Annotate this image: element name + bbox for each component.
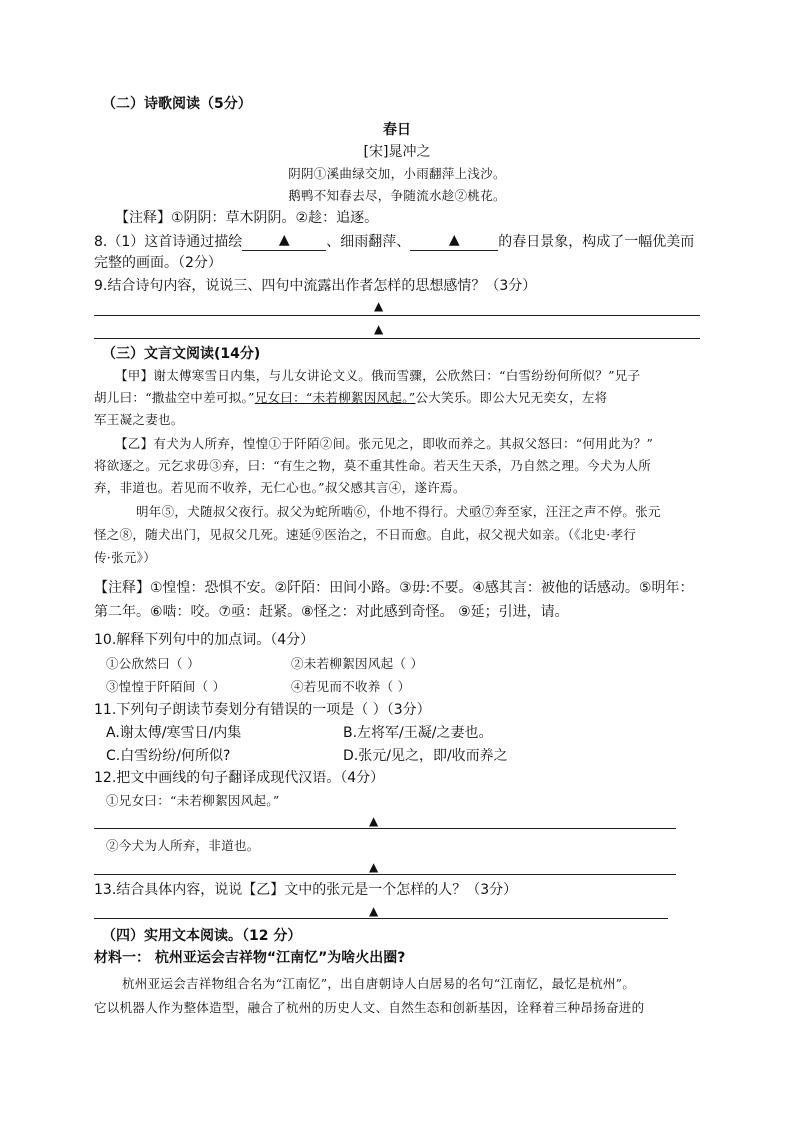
jia-text-a: 胡儿曰：“撒盐空中差可拟。”: [94, 390, 255, 405]
answer-line[interactable]: [94, 918, 668, 919]
answer-line[interactable]: [94, 874, 676, 875]
passage-yi-line-2: 将欲逐之。元乞求毋③弃，曰：“有生之物，莫不重其性命。若天生天杀，乃自然之理。今犬为人所: [94, 458, 652, 473]
question-8-line-1: [94, 232, 694, 253]
poem-line-1: 阴阴①溪曲绿交加，小雨翻萍上浅沙。: [288, 166, 506, 181]
question-12: 12.把文中画线的句子翻译成现代汉语。（4分）: [94, 770, 385, 786]
passage-jia-line-3: 军王凝之妻也。: [94, 412, 184, 427]
q10-item-1: ①公欣然曰（ ）: [106, 656, 200, 671]
answer-marker: ▲: [369, 814, 379, 828]
q8-text-c: 的春日景象，构成了一幅优美而: [498, 234, 695, 250]
poem-title: 春日: [383, 122, 411, 138]
practical-section-heading: （四）实用文本阅读。（12 分）: [102, 928, 302, 944]
answer-marker: ▲: [374, 299, 384, 313]
poetry-section-heading: （二）诗歌阅读（5分）: [102, 96, 252, 112]
answer-marker: ▲: [369, 860, 379, 874]
q10-item-4: ④若见而不收养（ ）: [291, 679, 411, 694]
passage-yi-line-1: 【乙】有犬为人所弃，惶惶①于阡陌②间。张元见之，即收而养之。其叔父怒曰：“何用此为？”: [115, 436, 654, 451]
question-8-line-2: 完整的画面。（2分）: [94, 255, 222, 271]
material-1-line-1: 杭州亚运会吉祥物组合名为“江南忆”，出自唐朝诗人白居易的名句“江南忆，最忆是杭州”。: [122, 976, 636, 991]
q8-text-a: 8.（1）这首诗通过描绘: [94, 234, 243, 250]
q12-sentence-1: ①兄女曰：“未若柳絮因风起。”: [106, 793, 280, 808]
passage-yi-line-5: 怪之⑧，随犬出门，见叔父几死。速延⑨医治之，不日而愈。自此，叔父视犬如亲。（《北史·孝行: [94, 527, 637, 542]
q8-blank-1[interactable]: [242, 230, 326, 251]
passage-yi-line-6: 传·张元》）: [94, 550, 157, 565]
underlined-sentence-1: 兄女曰：“未若柳絮因风起。”: [254, 390, 416, 405]
answer-line[interactable]: [94, 315, 700, 316]
q11-option-a[interactable]: A.谢太傅/寒雪日/内集: [106, 725, 242, 741]
question-13: 13.结合具体内容，说说【乙】文中的张元是一个怎样的人？（3分）: [94, 882, 518, 898]
answer-line[interactable]: [94, 338, 700, 339]
q8-blank-2[interactable]: [410, 230, 498, 251]
answer-marker: ▲: [374, 322, 384, 336]
passage-yi-line-4: 明年⑤，犬随叔父夜行。叔父为蛇所啮⑥，仆地不得行。犬亟⑦奔至家，汪汪之声不停。张元: [136, 504, 661, 519]
question-9: 9.结合诗句内容，说说三、四句中流露出作者怎样的思想感情？（3分）: [94, 278, 537, 294]
q10-item-2: ②未若柳絮因风起（ ）: [291, 656, 424, 671]
q11-option-c[interactable]: C.白雪纷纷/何所似?: [106, 748, 231, 764]
question-10: 10.解释下列句中的加点词。（4分）: [94, 632, 315, 648]
q12-sentence-2: ②今犬为人所弃，非道也。: [106, 838, 260, 853]
q11-option-b[interactable]: B.左将军/王凝/之妻也。: [343, 725, 493, 741]
question-11: 11.下列句子朗读节奏划分有错误的一项是（ ）（3分）: [94, 702, 431, 718]
answer-marker: ▲: [278, 232, 290, 248]
answer-marker: ▲: [369, 904, 379, 918]
material-1-line-2: 它以机器人作为整体造型，融合了杭州的历史人文、自然生态和创新基因，诠释着三种昂扬奋进的: [94, 1000, 645, 1015]
answer-line[interactable]: [94, 828, 676, 829]
q10-item-3: ③惶惶于阡陌间（ ）: [106, 679, 226, 694]
passage-yi-line-3: 弃，非道也。若见而不收养，无仁心也。”叔父感其言④，遂许焉。: [94, 480, 466, 495]
passage-jia-line-1: 【甲】谢太傅寒雪日内集，与儿女讲论文义。俄而雪骤，公欣然曰：“白雪纷纷何所似？”兄子: [115, 368, 641, 383]
answer-marker: ▲: [448, 232, 460, 248]
poem-note: 【注释】①阴阴：草木阴阴。②趁：追逐。: [115, 210, 379, 226]
q11-option-d[interactable]: D.张元/见之，即/收而养之: [343, 748, 508, 764]
jia-text-c: 公大笑乐。即公大兄无奕女，左将: [415, 390, 608, 405]
q8-text-b: 、细雨翻萍、: [326, 234, 411, 250]
passage-jia-line-2: [94, 388, 607, 408]
material-1-heading: [94, 948, 405, 968]
classical-section-heading: （三）文言文阅读(14分): [102, 346, 261, 362]
poem-line-2: 鹅鸭不知春去尽，争随流水趁②桃花。: [288, 188, 506, 203]
classical-note-line-2: 第二年。⑥啮：咬。⑦亟：赶紧。⑧怪之：对此感到奇怪。 ⑨延；引进，请。: [94, 604, 569, 620]
classical-note-line-1: 【注释】①惶惶：恐惧不安。②阡陌：田间小路。③毋:不要。④感其言：被他的话感动。⑤明年：: [94, 580, 694, 596]
material-1-title: 材料一： 杭州亚运会吉祥物“江南忆”为啥火出圈?: [94, 950, 406, 966]
poem-author: [宋]晁冲之: [363, 144, 431, 160]
